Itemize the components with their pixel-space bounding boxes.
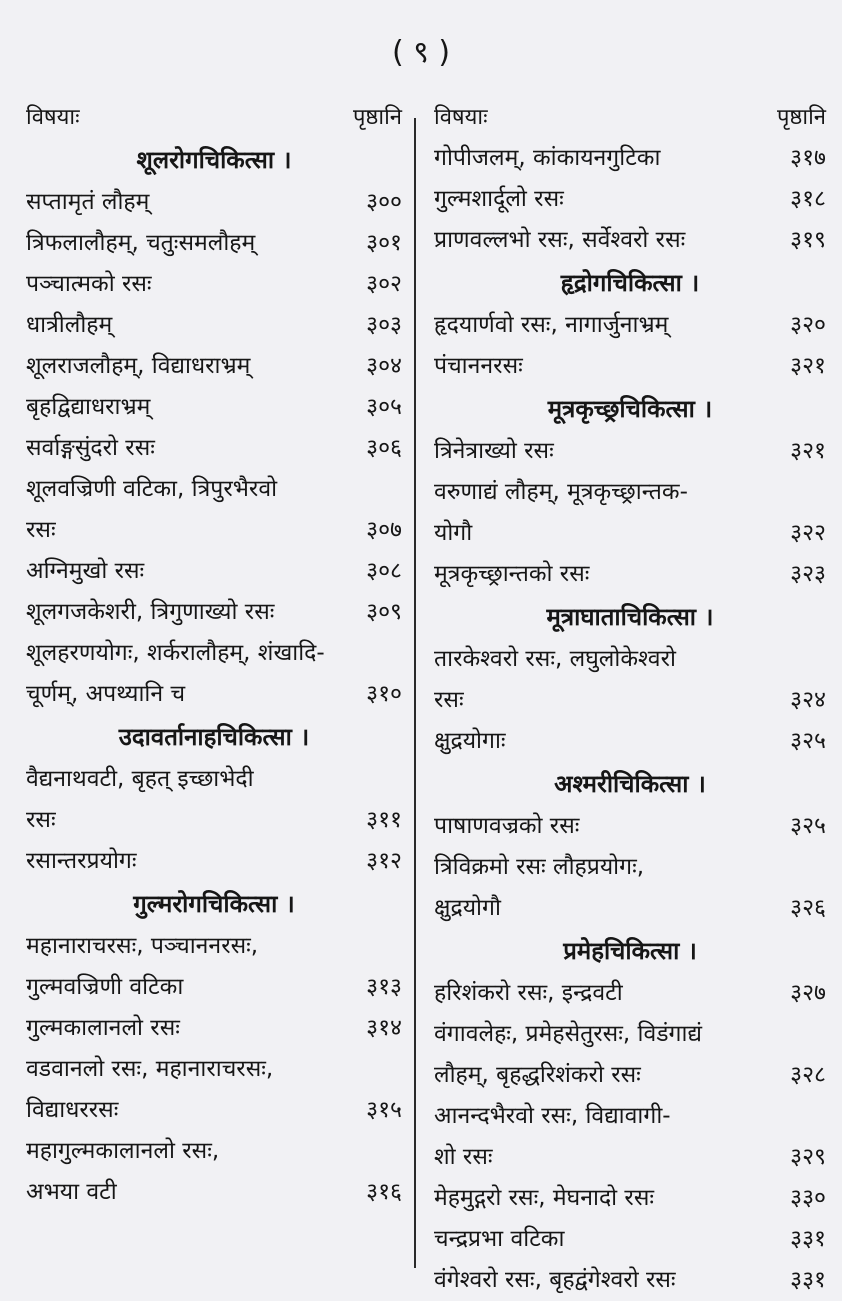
index-entry	[434, 1219, 826, 1260]
entry-page: ३२५	[790, 813, 826, 839]
index-entry	[26, 223, 402, 264]
right-column-header	[434, 98, 826, 138]
right-rows	[434, 138, 826, 1301]
entry-page: ३२९	[790, 1144, 826, 1170]
section-heading: मूत्रकृच्छ्रचिकित्सा ।	[547, 395, 713, 423]
entry-page: ३१५	[366, 1097, 402, 1123]
index-entry	[434, 806, 826, 847]
left-column-header	[26, 98, 402, 138]
entry-page: ३००	[366, 189, 402, 215]
index-entry	[26, 469, 402, 510]
index-entry	[26, 633, 402, 674]
index-entry	[26, 800, 402, 841]
entry-page: ३०३	[366, 312, 402, 338]
index-entry	[434, 639, 826, 680]
entry-title: वरुणाद्यं लौहम्, मूत्रकृच्छ्रान्तक-	[434, 479, 688, 505]
entry-title: हरिशंकरो रसः, इन्द्रवटी	[434, 980, 623, 1006]
entry-title: गुल्मकालानलो रसः	[26, 1015, 180, 1041]
entry-page: ३१०	[366, 681, 402, 707]
entry-title: सर्वाङ्गसुंदरो रसः	[26, 435, 155, 461]
entry-page: ३२६	[790, 895, 826, 921]
section-heading: अश्मरीचिकित्सा ।	[554, 770, 706, 798]
index-entry	[434, 346, 826, 387]
entry-page: ३३१	[790, 1267, 826, 1293]
entry-page: ३०९	[366, 599, 402, 625]
entry-page: ३०८	[366, 558, 402, 584]
index-entry	[434, 1096, 826, 1137]
entry-title: हृदयार्णवो रसः, नागार्जुनाभ्रम्	[434, 312, 669, 338]
entry-title: अग्निमुखो रसः	[26, 558, 145, 584]
page-heading: पृष्ठानि	[352, 105, 402, 130]
section-heading: प्रमेहचिकित्सा ।	[563, 937, 697, 965]
index-entry	[26, 1008, 402, 1049]
entry-title: चन्द्रप्रभा वटिका	[434, 1226, 565, 1252]
index-entry	[434, 554, 826, 595]
entry-page: ३२२	[790, 520, 826, 546]
index-entry	[26, 1131, 402, 1172]
index-entry	[26, 1090, 402, 1131]
column-divider	[414, 118, 416, 1268]
section-heading: हृद्रोगचिकित्सा ।	[560, 269, 700, 297]
entry-title: रसान्तरप्रयोगः	[26, 848, 137, 874]
entry-title: प्राणवल्लभो रसः, सर्वेश्वरो रसः	[434, 227, 686, 253]
index-entry	[26, 551, 402, 592]
index-entry	[434, 1137, 826, 1178]
index-entry	[434, 179, 826, 220]
entry-page: ३२३	[790, 561, 826, 587]
index-entry	[434, 888, 826, 929]
entry-title: महानाराचरसः, पञ्चाननरसः,	[26, 933, 259, 959]
right-column	[434, 98, 826, 1301]
index-entry	[26, 387, 402, 428]
entry-page: ३१८	[790, 186, 826, 212]
index-entry	[434, 1055, 826, 1096]
entry-page: ३०६	[366, 435, 402, 461]
entry-title: गुल्मवज्रिणी वटिका	[26, 974, 184, 1000]
entry-title: क्षुद्रयोगौ	[434, 895, 501, 921]
index-entry	[434, 847, 826, 888]
entry-title: योगौ	[434, 520, 473, 546]
entry-page: ३२०	[790, 312, 826, 338]
entry-title: पञ्चात्मको रसः	[26, 271, 152, 297]
entry-page: ३०५	[366, 394, 402, 420]
index-entry	[26, 264, 402, 305]
index-entry	[434, 1260, 826, 1301]
index-entry	[434, 305, 826, 346]
index-entry	[434, 1178, 826, 1219]
entry-title: शूलराजलौहम्, विद्याधराभ्रम्	[26, 353, 251, 379]
index-entry	[26, 592, 402, 633]
index-entry	[26, 967, 402, 1008]
entry-title: महागुल्मकालानलो रसः,	[26, 1138, 220, 1164]
entry-page: ३२४	[790, 687, 826, 713]
index-entry	[434, 513, 826, 554]
index-entry	[434, 680, 826, 721]
entry-title: रसः	[26, 807, 56, 833]
index-entry	[26, 346, 402, 387]
entry-title: क्षुद्रयोगाः	[434, 728, 506, 754]
entry-title: शूलगजकेशरी, त्रिगुणाख्यो रसः	[26, 599, 275, 625]
subject-heading: विषयाः	[434, 105, 488, 130]
entry-title: शूलवज्रिणी वटिका, त्रिपुरभैरवो	[26, 476, 278, 502]
entry-title: वंगेश्वरो रसः, बृहद्वंगेश्वरो रसः	[434, 1267, 676, 1293]
entry-title: मूत्रकृच्छ्रान्तको रसः	[434, 561, 590, 587]
index-entry	[434, 721, 826, 762]
entry-title: बृहद्विद्याधराभ्रम्	[26, 394, 151, 420]
index-entry	[434, 138, 826, 179]
entry-title: विद्याधररसः	[26, 1097, 119, 1123]
entry-page: ३३०	[790, 1185, 826, 1211]
index-entry	[434, 220, 826, 261]
index-entry	[26, 759, 402, 800]
entry-title: आनन्दभैरवो रसः, विद्यावागी-	[434, 1103, 671, 1129]
index-entry	[26, 305, 402, 346]
index-entry	[434, 472, 826, 513]
entry-title: वंगावलेहः, प्रमेहसेतुरसः, विडंगाद्यं	[434, 1021, 702, 1047]
entry-title: मेहमुद्गरो रसः, मेघनादो रसः	[434, 1185, 655, 1211]
index-entry	[26, 182, 402, 223]
entry-title: पाषाणवज्रको रसः	[434, 813, 580, 839]
entry-title: शो रसः	[434, 1144, 493, 1170]
entry-page: ३२१	[790, 438, 826, 464]
index-entry	[26, 674, 402, 715]
section-heading: शूलरोगचिकित्सा ।	[136, 146, 292, 174]
entry-page: ३२१	[790, 353, 826, 379]
entry-title: रसः	[434, 687, 464, 713]
entry-page: ३२७	[790, 980, 826, 1006]
entry-title: त्रिफलालौहम्, चतुःसमलौहम्	[26, 230, 256, 256]
entry-title: पंचाननरसः	[434, 353, 523, 379]
section-heading: गुल्मरोगचिकित्सा ।	[133, 890, 295, 918]
entry-title: अभया वटी	[26, 1179, 117, 1205]
entry-page: ३१४	[366, 1015, 402, 1041]
entry-title: त्रिविक्रमो रसः लौहप्रयोगः,	[434, 854, 645, 880]
entry-title: वडवानलो रसः, महानाराचरसः,	[26, 1056, 274, 1082]
page-heading: पृष्ठानि	[776, 105, 826, 130]
entry-page: ३१७	[790, 145, 826, 171]
left-column	[26, 98, 402, 1213]
page-number: ( ९ )	[391, 35, 451, 70]
entry-title: त्रिनेत्राख्यो रसः	[434, 438, 554, 464]
entry-title: गोपीजलम्, कांकायनगुटिका	[434, 145, 661, 171]
entry-title: तारकेश्वरो रसः, लघुलोकेश्वरो	[434, 646, 676, 672]
entry-page: ३१३	[366, 974, 402, 1000]
entry-page: ३३१	[790, 1226, 826, 1252]
entry-page: ३११	[366, 807, 402, 833]
entry-title: रसः	[26, 517, 56, 543]
entry-page: ३०७	[366, 517, 402, 543]
index-entry	[26, 841, 402, 882]
section-heading: उदावर्तानाहचिकित्सा ।	[118, 723, 310, 751]
entry-title: चूर्णम्, अपथ्यानि च	[26, 681, 186, 707]
entry-title: शूलहरणयोगः, शर्करालौहम्, शंखादि-	[26, 640, 325, 666]
entry-page: ३२५	[790, 728, 826, 754]
index-entry	[26, 926, 402, 967]
left-rows	[26, 138, 402, 1213]
index-entry	[26, 428, 402, 469]
entry-title: सप्तामृतं लौहम्	[26, 189, 150, 215]
entry-title: गुल्मशार्दूलो रसः	[434, 186, 564, 212]
entry-page: ३०२	[366, 271, 402, 297]
index-entry	[434, 973, 826, 1014]
entry-title: धात्रीलौहम्	[26, 312, 113, 338]
index-entry	[26, 1049, 402, 1090]
entry-page: ३१९	[790, 227, 826, 253]
entry-page: ३०४	[366, 353, 402, 379]
index-entry	[26, 1172, 402, 1213]
index-entry	[434, 1014, 826, 1055]
entry-page: ३१२	[366, 848, 402, 874]
entry-page: ३२८	[790, 1062, 826, 1088]
entry-title: वैद्यनाथवटी, बृहत् इच्छाभेदी	[26, 766, 254, 792]
section-heading: मूत्राघाताचिकित्सा ।	[546, 603, 714, 631]
entry-page: ३०१	[366, 230, 402, 256]
subject-heading: विषयाः	[26, 105, 80, 130]
entry-title: लौहम्, बृहद्धरिशंकरो रसः	[434, 1062, 641, 1088]
index-entry	[26, 510, 402, 551]
index-entry	[434, 431, 826, 472]
entry-page: ३१६	[366, 1179, 402, 1205]
